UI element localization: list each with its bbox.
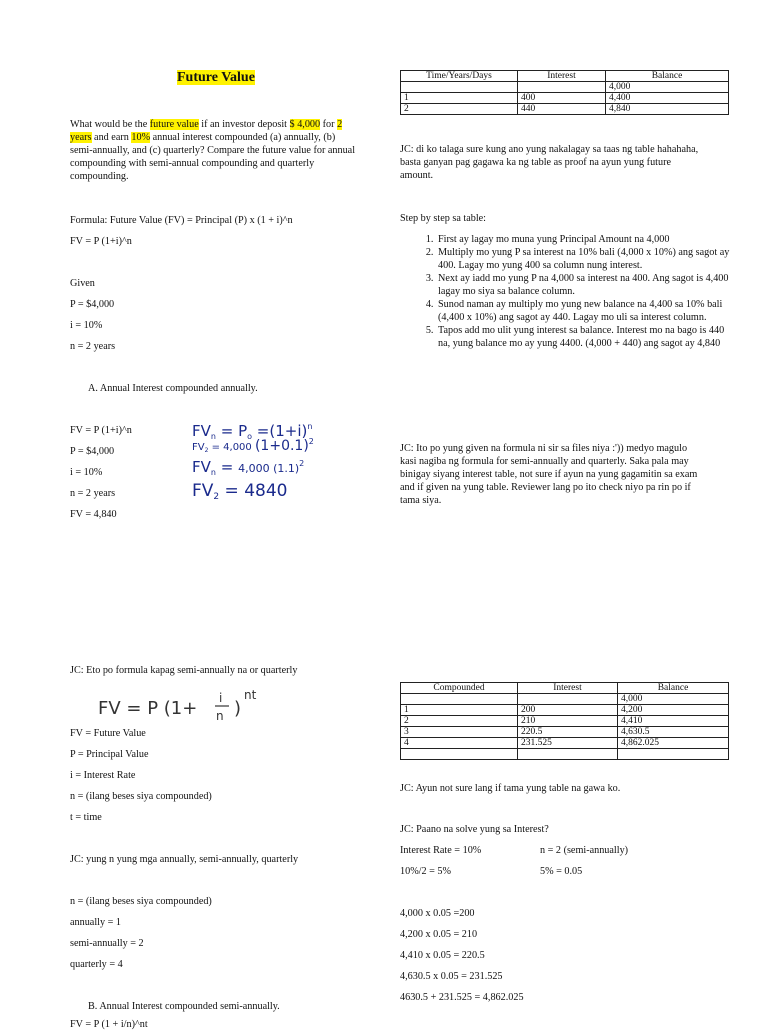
svg-text:FV2 = 4,000 (1+0.1)2: $FV_2 = 4,000$ $(1+0.1)^2$ <box>192 437 314 454</box>
list-item: 1. First ay lagay mo muna yung Principal Amount na 4,000 <box>436 233 736 246</box>
table-row <box>401 694 729 705</box>
svg-text:FV = P (1+: FV = P (1+ <box>98 698 198 719</box>
table-cell: 4,000 <box>606 82 729 93</box>
table-row <box>401 738 729 749</box>
table-cell <box>518 749 618 760</box>
table-row <box>401 104 729 115</box>
table-cell <box>518 82 606 93</box>
work-a-result: FV = 4,840 <box>70 509 117 520</box>
list-item: 2. Multiply mo yung P sa interest na 10% bali (4,000 x 10%) ang sagot ay 400. Lagay mo yung 400 sa column nung interest. <box>436 246 736 272</box>
rate-division: 10%/2 = 5% <box>400 866 452 877</box>
n-semi-annually: semi-annually = 2 <box>70 938 144 949</box>
svg-text:i: i <box>219 691 223 705</box>
table-cell: 3 <box>401 727 518 738</box>
table-cell: 2 <box>401 104 518 115</box>
work-a-i: i = 10% <box>70 467 103 478</box>
handwritten-formula <box>98 684 288 724</box>
def-p: P = Principal Value <box>70 749 149 760</box>
jc-note-table: JC: di ko talaga sure kung ano yung nakalagay sa taas ng table hahahaha, basta ganyan pag gagawa ka ng table as proof na ayun yung future amount. <box>400 144 699 181</box>
table-row <box>401 727 729 738</box>
table-header: Interest <box>518 71 606 82</box>
table-row <box>401 705 729 716</box>
compounding-n: n = 2 (semi-annually) <box>540 845 629 856</box>
def-fv: FV = Future Value <box>70 728 146 739</box>
formula-short: FV = P (1+i)^n <box>70 236 132 247</box>
jc-note-table-check: JC: Ayun not sure lang if tama yung table na gawa ko. <box>400 783 621 794</box>
semi-annual-table <box>400 682 729 760</box>
table-cell: 231.525 <box>518 738 618 749</box>
table-cell: 4,410 <box>618 716 729 727</box>
cut-off-line: FV = P (1 + i/n)^nt <box>70 1019 148 1030</box>
table-cell: 4,000 <box>618 694 729 705</box>
section-b-heading: B. Annual Interest compounded semi-annually. <box>88 1001 280 1012</box>
formula-text: Formula: Future Value (FV) = Principal (P) x (1 + i)^n <box>70 215 293 226</box>
section-a-heading: A. Annual Interest compounded annually. <box>88 383 258 394</box>
given-label: Given <box>70 278 95 289</box>
table-cell: 4 <box>401 738 518 749</box>
table-cell <box>518 694 618 705</box>
n-def: n = (ilang beses siya compounded) <box>70 896 212 907</box>
table-header-row <box>401 71 729 82</box>
table-cell <box>401 749 518 760</box>
rate-decimal: 5% = 0.05 <box>540 866 583 877</box>
table-cell: 4,200 <box>618 705 729 716</box>
page-title: Future Value <box>177 70 255 85</box>
table-cell: 400 <box>518 93 606 104</box>
handwritten-calculation <box>188 416 314 504</box>
table-header: Compounded <box>401 683 518 694</box>
given-p: P = $4,000 <box>70 299 115 310</box>
svg-text:FVn = 4,000 (1.1)2: $FV_n = 4,000$ $(1.1)^2$ <box>192 458 305 477</box>
svg-text:FVn = Po =(1+i)n: $FV_n = P_o =(1+i)^n$ <box>192 422 313 441</box>
calc-line: 4,410 x 0.05 = 220.5 <box>400 950 485 961</box>
svg-text:nt: nt <box>244 688 257 702</box>
table-header-row <box>401 683 729 694</box>
work-a-formula: FV = P (1+i)^n <box>70 425 132 436</box>
calc-line: 4,630.5 x 0.05 = 231.525 <box>400 971 503 982</box>
calc-line: 4,000 x 0.05 =200 <box>400 908 475 919</box>
question-paragraph: What would be the future value if an investor deposit $ 4,000 for 2 years and earn 10% annual interest compounded (a) annually, (b) semi-annually, and (c) quarterly? Compare the future value for annual compounding with semi-annual compounding and quarterly compounding. <box>70 119 356 182</box>
jc-note-n: JC: yung n yung mga annually, semi-annually, quarterly <box>70 854 299 865</box>
table-header: Interest <box>518 683 618 694</box>
table-row <box>401 716 729 727</box>
steps-list <box>400 233 736 350</box>
table-cell <box>401 694 518 705</box>
def-n: n = (ilang beses siya compounded) <box>70 791 212 802</box>
table-cell: 4,862.025 <box>618 738 729 749</box>
table-row <box>401 82 729 93</box>
n-annually: annually = 1 <box>70 917 122 928</box>
given-n: n = 2 years <box>70 341 116 352</box>
list-item: 5. Tapos add mo ulit yung interest sa balance. Interest mo na bago is 440 na, yung balance mo ay yung 4400. (4,000 + 440) ang sagot ay 4,840 <box>436 324 736 350</box>
table-cell: 2 <box>401 716 518 727</box>
table-header: Balance <box>606 71 729 82</box>
table-cell: 200 <box>518 705 618 716</box>
def-i: i = Interest Rate <box>70 770 136 781</box>
def-t: t = time <box>70 812 102 823</box>
table-cell: 1 <box>401 93 518 104</box>
table-cell: 220.5 <box>518 727 618 738</box>
table-cell: 4,400 <box>606 93 729 104</box>
jc-note-formula: JC: Eto po formula kapag semi-annually na or quarterly <box>70 665 298 676</box>
table-cell: 4,840 <box>606 104 729 115</box>
list-item: 4. Sunod naman ay multiply mo yung new balance na 4,400 sa 10% bali (4,400 x 10%) ang sagot ay 440. Lagay mo uli sa interest column. <box>436 298 736 324</box>
work-a-n: n = 2 years <box>70 488 116 499</box>
svg-text:): ) <box>234 698 242 719</box>
jc-note-interest: JC: Paano na solve yung sa Interest? <box>400 824 549 835</box>
table-row <box>401 93 729 104</box>
table-header: Balance <box>618 683 729 694</box>
table-header: Time/Years/Days <box>401 71 518 82</box>
calc-line: 4,200 x 0.05 = 210 <box>400 929 478 940</box>
steps-intro: Step by step sa table: <box>400 213 487 224</box>
table-cell: 4,630.5 <box>618 727 729 738</box>
table-cell: 210 <box>518 716 618 727</box>
interest-rate: Interest Rate = 10% <box>400 845 482 856</box>
list-item: 3. Next ay iadd mo yung P na 4,000 sa interest na 400. Ang sagot is 4,400 lagay mo siya sa balance column. <box>436 272 736 298</box>
table-cell <box>401 82 518 93</box>
jc-note-formula-files: JC: Ito po yung given na formula ni sir sa files niya :')) medyo magulo kasi nagiba ng formula for semi-annually and quarterly. Saka pala may binigay siyang interest table, not sure if ayun na yung gagamitin sa exam and if given na yung table. Reviewer lang po ito check niyo pa rin po if tama siya. <box>400 443 698 506</box>
svg-text:n: n <box>216 709 224 723</box>
table-cell: 1 <box>401 705 518 716</box>
table-cell <box>618 749 729 760</box>
work-a-p: P = $4,000 <box>70 446 115 457</box>
calc-line: 4630.5 + 231.525 = 4,862.025 <box>400 992 524 1003</box>
svg-text:FV2 = 4840: FV2 = 4840 <box>192 481 288 502</box>
annual-table <box>400 70 729 115</box>
table-cell: 440 <box>518 104 606 115</box>
given-i: i = 10% <box>70 320 103 331</box>
table-row <box>401 749 729 760</box>
n-quarterly: quarterly = 4 <box>70 959 123 970</box>
